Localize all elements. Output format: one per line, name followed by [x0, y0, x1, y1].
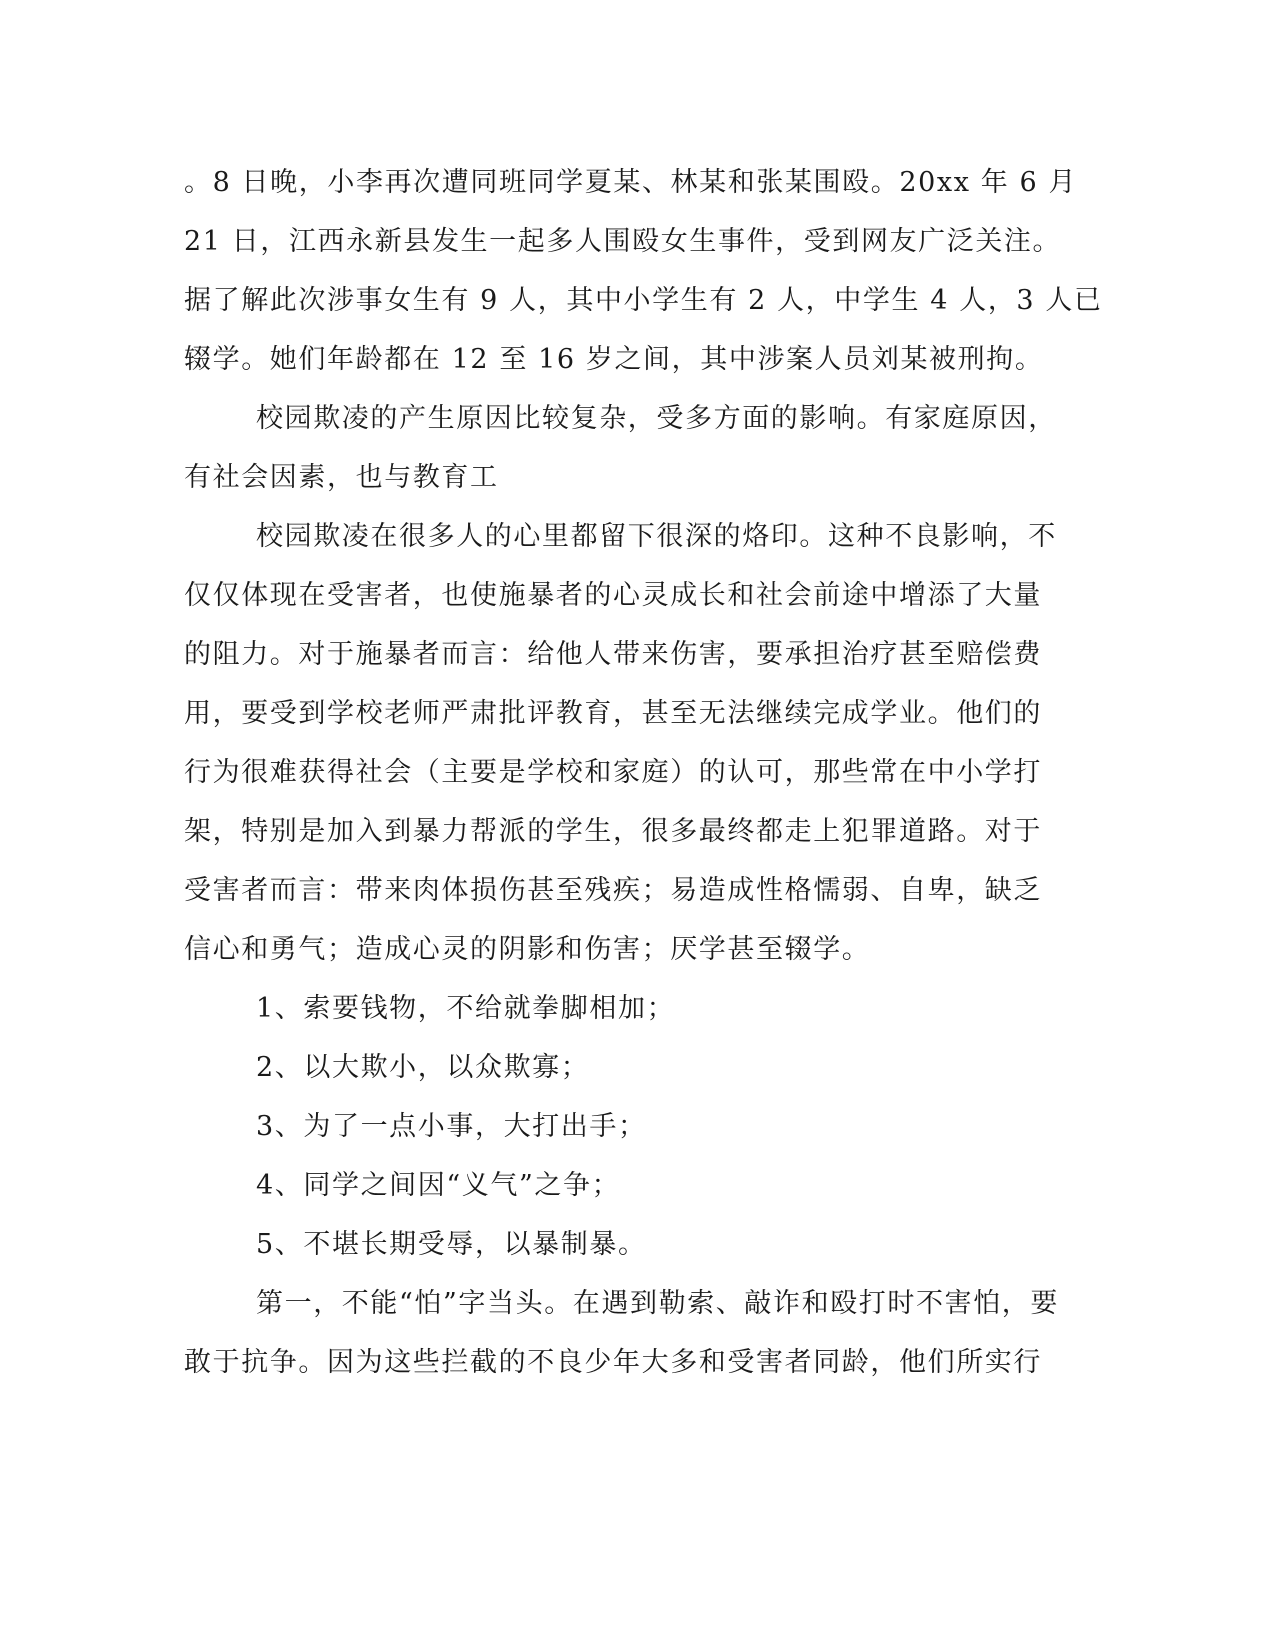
text-line: 行为很难获得社会（主要是学校和家庭）的认可，那些常在中小学打 [184, 757, 1042, 788]
text-line: 辍学。她们年龄都在 12 至 16 岁之间，其中涉案人员刘某被刑拘。 [184, 344, 1044, 375]
text-line: 受害者而言：带来肉体损伤甚至残疾；易造成性格懦弱、自卑，缺乏 [184, 875, 1042, 906]
text-line: 校园欺凌在很多人的心里都留下很深的烙印。这种不良影响，不 [256, 521, 1057, 552]
text-line: 校园欺凌的产生原因比较复杂，受多方面的影响。有家庭原因， [256, 403, 1057, 434]
document-body [184, 153, 1103, 1392]
text-line: 。8 日晚，小李再次遭同班同学夏某、林某和张某围殴。20xx 年 6 月 [184, 167, 1078, 198]
text-line: 信心和勇气；造成心灵的阴影和伤害；厌学甚至辍学。 [184, 934, 871, 965]
text-line: 用，要受到学校老师严肃批评教育，甚至无法继续完成学业。他们的 [184, 698, 1042, 729]
text-line: 的阻力。对于施暴者而言：给他人带来伤害，要承担治疗甚至赔偿费 [184, 639, 1042, 670]
text-line: 敢于抗争。因为这些拦截的不良少年大多和受害者同龄，他们所实行 [184, 1347, 1042, 1378]
list-item: 2、以大欺小，以众欺寡； [256, 1052, 590, 1083]
text-line: 架，特别是加入到暴力帮派的学生，很多最终都走上犯罪道路。对于 [184, 816, 1042, 847]
list-item: 3、为了一点小事，大打出手； [256, 1111, 647, 1142]
text-line: 有社会因素，也与教育工 [184, 462, 499, 493]
text-line: 第一，不能“怕”字当头。在遇到勒索、敲诈和殴打时不害怕，要 [256, 1288, 1060, 1319]
text-line: 仅仅体现在受害者，也使施暴者的心灵成长和社会前途中增添了大量 [184, 580, 1042, 611]
text-line: 21 日，江西永新县发生一起多人围殴女生事件，受到网友广泛关注。 [184, 226, 1062, 257]
list-item: 1、索要钱物，不给就拳脚相加； [256, 993, 676, 1024]
list-item: 5、不堪长期受辱，以暴制暴。 [256, 1229, 647, 1260]
text-line: 据了解此次涉事女生有 9 人，其中小学生有 2 人，中学生 4 人，3 人已 [184, 285, 1103, 316]
list-item: 4、同学之间因“义气”之争； [256, 1170, 621, 1201]
